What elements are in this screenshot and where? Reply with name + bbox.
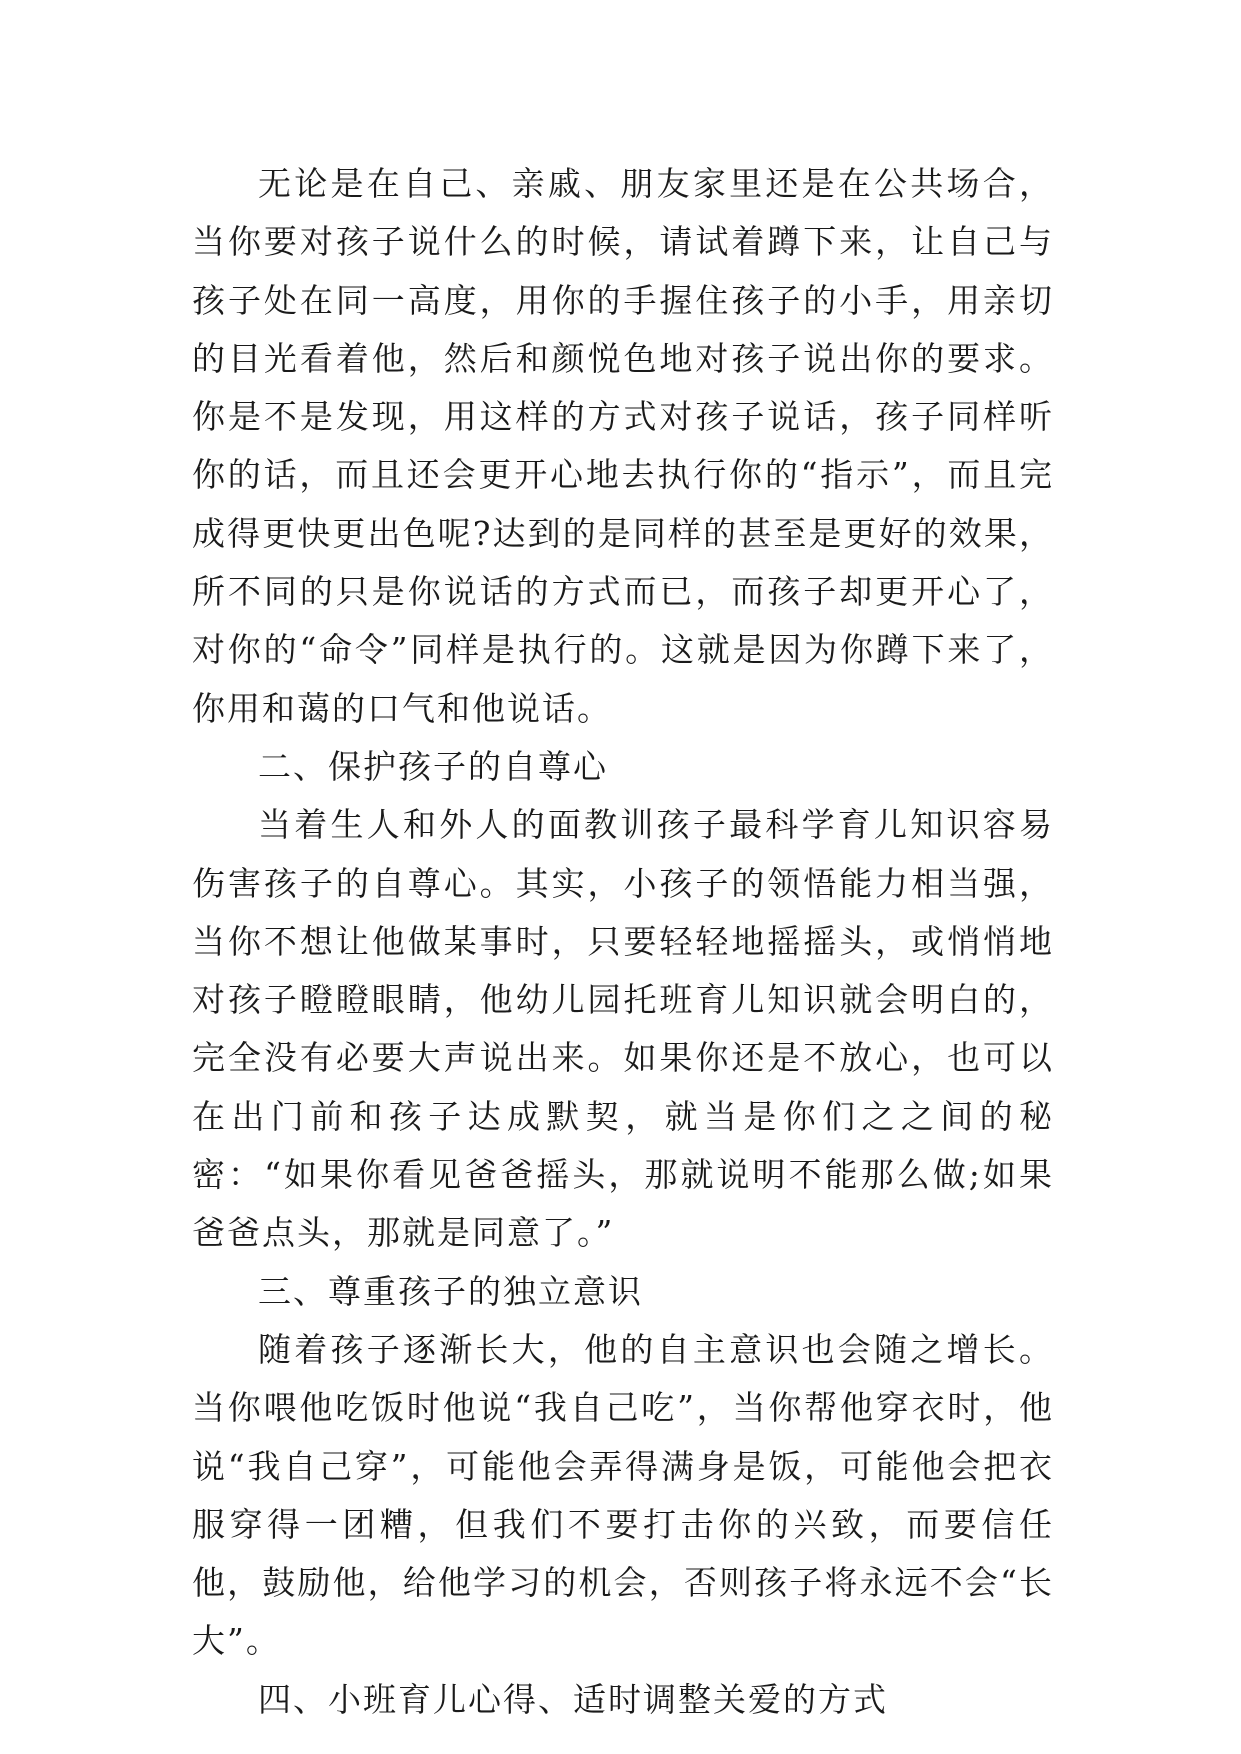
- section-heading-independence: 三、尊重孩子的独立意识: [258, 1271, 643, 1311]
- paragraph-independence: 随着孩子逐渐长大，他的自主意识也会随之增长。当你喂他吃饭时他说“我自己吃”，当你帮他穿衣时，他说“我自己穿”，可能他会弄得满身是饭，可能他会把衣服穿得一团糟，但我们不要打击你的兴致，而要信任他，鼓励他，给他学习的机会，否则孩子将永远不会“长大”。: [192, 1329, 1054, 1661]
- document-body: [192, 155, 1054, 1729]
- paragraph-self-esteem: 当着生人和外人的面教训孩子最科学育儿知识容易伤害孩子的自尊心。其实，小孩子的领悟能力相当强，当你不想让他做某事时，只要轻轻地摇摇头，或悄悄地对孩子瞪瞪眼睛，他幼儿园托班育儿知识就会明白的，完全没有必要大声说出来。如果你还是不放心，也可以在出门前和孩子达成默契，就当是你们之之间的秘密：“如果你看见爸爸摇头，那就说明不能那么做;如果爸爸点头，那就是同意了。”: [192, 805, 1054, 1253]
- paragraph-crouch-down: 无论是在自己、亲戚、朋友家里还是在公共场合，当你要对孩子说什么的时候，请试着蹲下来，让自己与孩子处在同一高度，用你的手握住孩子的小手，用亲切的目光看着他，然后和颜悦色地对孩子说出你的要求。你是不是发现，用这样的方式对孩子说话，孩子同样听你的话，而且还会更开心地去执行你的“指示”，而且完成得更快更出色呢?达到的是同样的甚至是更好的效果，所不同的只是你说话的方式而已，而孩子却更开心了，对你的“命令”同样是执行的。这就是因为你蹲下来了，你用和蔼的口气和他说话。: [192, 164, 1054, 728]
- section-heading-self-esteem: 二、保护孩子的自尊心: [258, 746, 608, 786]
- section-heading-adjust-care: 四、小班育儿心得、适时调整关爱的方式: [258, 1679, 888, 1719]
